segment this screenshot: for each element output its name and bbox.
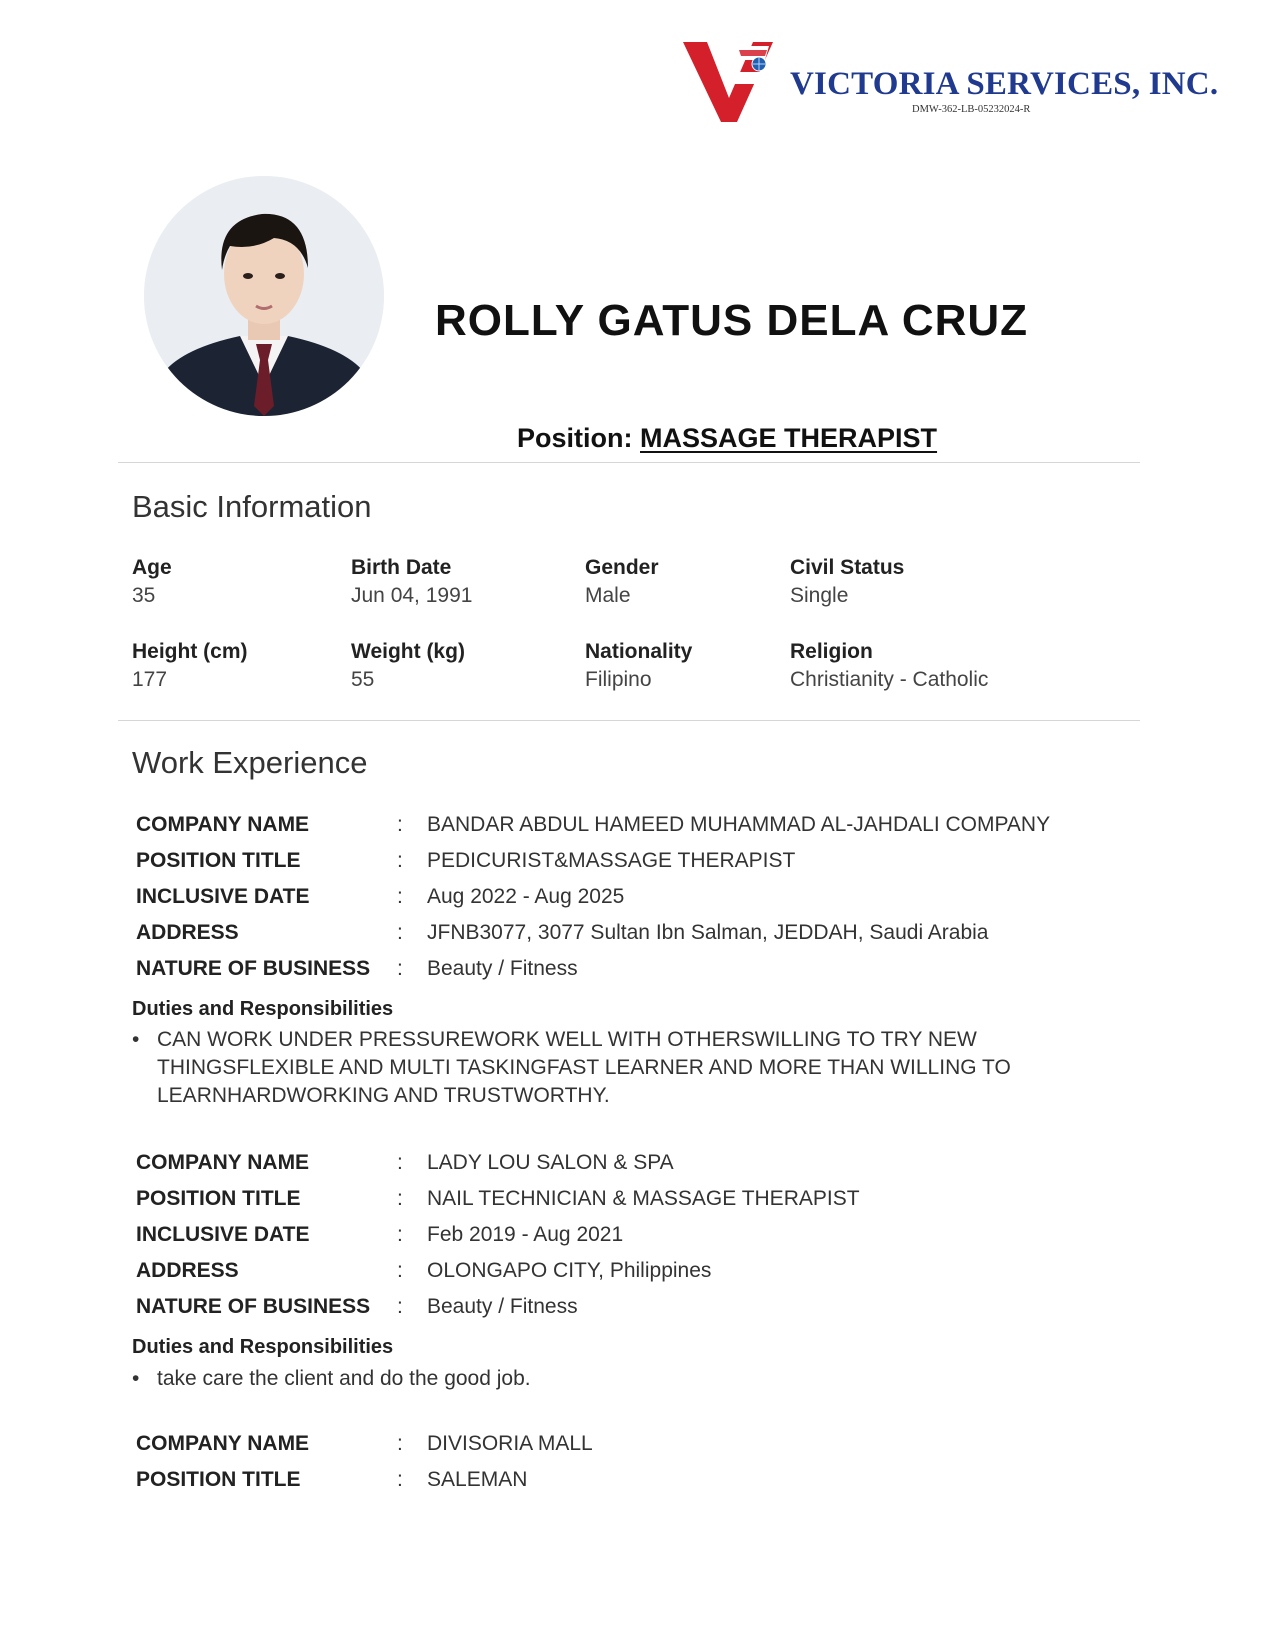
birth-date-value: Jun 04, 1991 xyxy=(351,584,473,607)
profile-photo xyxy=(144,176,384,416)
company-name-value: LADY LOU SALON & SPA xyxy=(427,1151,674,1174)
weight-label: Weight (kg) xyxy=(351,640,465,663)
age-value: 35 xyxy=(132,584,156,607)
work-experience-title: Work Experience xyxy=(132,745,368,780)
gender-value: Male xyxy=(585,584,631,607)
position-title-label: POSITION TITLE xyxy=(136,1187,301,1210)
inclusive-date-label: INCLUSIVE DATE xyxy=(136,885,310,908)
inclusive-date-label: INCLUSIVE DATE xyxy=(136,1223,310,1246)
company-name-value: DIVISORIA MALL xyxy=(427,1432,593,1455)
civil-status-value: Single xyxy=(790,584,849,607)
position-title-label: POSITION TITLE xyxy=(136,1468,301,1491)
inclusive-date-value: Aug 2022 - Aug 2025 xyxy=(427,885,625,908)
civil-status-label: Civil Status xyxy=(790,556,905,579)
duties-text: CAN WORK UNDER PRESSUREWORK WELL WITH OTHERSWILLING TO TRY NEW THINGSFLEXIBLE AND MULTI TASKINGFAST LEARNER AND MORE THAN WILLING TO LEARNHARDWORKING AND TRUSTWORTHY. xyxy=(157,1028,1011,1107)
separator: : xyxy=(397,1259,403,1282)
separator: : xyxy=(397,1295,403,1318)
nationality-value: Filipino xyxy=(585,668,652,691)
company-name-label: COMPANY NAME xyxy=(136,1432,310,1455)
separator: : xyxy=(397,813,403,836)
nature-of-business-label: NATURE OF BUSINESS xyxy=(136,1295,371,1318)
position-title-value: SALEMAN xyxy=(427,1468,528,1491)
agency-name: VICTORIA SERVICES, INC. xyxy=(790,66,1219,102)
position-title-value: PEDICURIST&MASSAGE THERAPIST xyxy=(427,849,796,872)
height-value: 177 xyxy=(132,668,168,691)
duties-title: Duties and Responsibilities xyxy=(132,998,394,1020)
nationality-label: Nationality xyxy=(585,640,693,663)
duties-title: Duties and Responsibilities xyxy=(132,1336,394,1358)
nature-of-business-label: NATURE OF BUSINESS xyxy=(136,957,371,980)
weight-value: 55 xyxy=(351,668,375,691)
religion-label: Religion xyxy=(790,640,873,663)
separator: : xyxy=(397,885,403,908)
company-logo xyxy=(683,40,783,124)
separator: : xyxy=(397,1187,403,1210)
separator: : xyxy=(397,921,403,944)
company-name-label: COMPANY NAME xyxy=(136,813,310,836)
separator: : xyxy=(397,1223,403,1246)
position-label: Position: xyxy=(517,423,633,453)
full-name: ROLLY GATUS DELA CRUZ xyxy=(435,296,1029,345)
address-value: JFNB3077, 3077 Sultan Ibn Salman, JEDDAH, Saudi Arabia xyxy=(427,921,989,944)
separator: : xyxy=(397,849,403,872)
separator: : xyxy=(397,1432,403,1455)
inclusive-date-value: Feb 2019 - Aug 2021 xyxy=(427,1223,624,1246)
position-line xyxy=(517,423,937,454)
age-label: Age xyxy=(132,556,172,579)
divider xyxy=(118,462,1140,463)
company-name-label: COMPANY NAME xyxy=(136,1151,310,1174)
gender-label: Gender xyxy=(585,556,659,579)
height-label: Height (cm) xyxy=(132,640,248,663)
address-label: ADDRESS xyxy=(136,921,239,944)
separator: : xyxy=(397,1151,403,1174)
divider xyxy=(118,720,1140,721)
separator: : xyxy=(397,1468,403,1491)
nature-of-business-value: Beauty / Fitness xyxy=(427,1295,578,1318)
bullet: • xyxy=(132,1028,140,1051)
position-title-label: POSITION TITLE xyxy=(136,849,301,872)
bullet: • xyxy=(132,1367,140,1390)
address-label: ADDRESS xyxy=(136,1259,239,1282)
religion-value: Christianity - Catholic xyxy=(790,668,989,691)
duties-text: take care the client and do the good job. xyxy=(157,1367,531,1390)
basic-info-title: Basic Information xyxy=(132,489,372,524)
birth-date-label: Birth Date xyxy=(351,556,452,579)
position-value: MASSAGE THERAPIST xyxy=(640,423,938,453)
position-title-value: NAIL TECHNICIAN & MASSAGE THERAPIST xyxy=(427,1187,860,1210)
address-value: OLONGAPO CITY, Philippines xyxy=(427,1259,712,1282)
company-name-value: BANDAR ABDUL HAMEED MUHAMMAD AL-JAHDALI COMPANY xyxy=(427,813,1051,836)
license-number: DMW-362-LB-05232024-R xyxy=(912,104,1031,115)
separator: : xyxy=(397,957,403,980)
nature-of-business-value: Beauty / Fitness xyxy=(427,957,578,980)
